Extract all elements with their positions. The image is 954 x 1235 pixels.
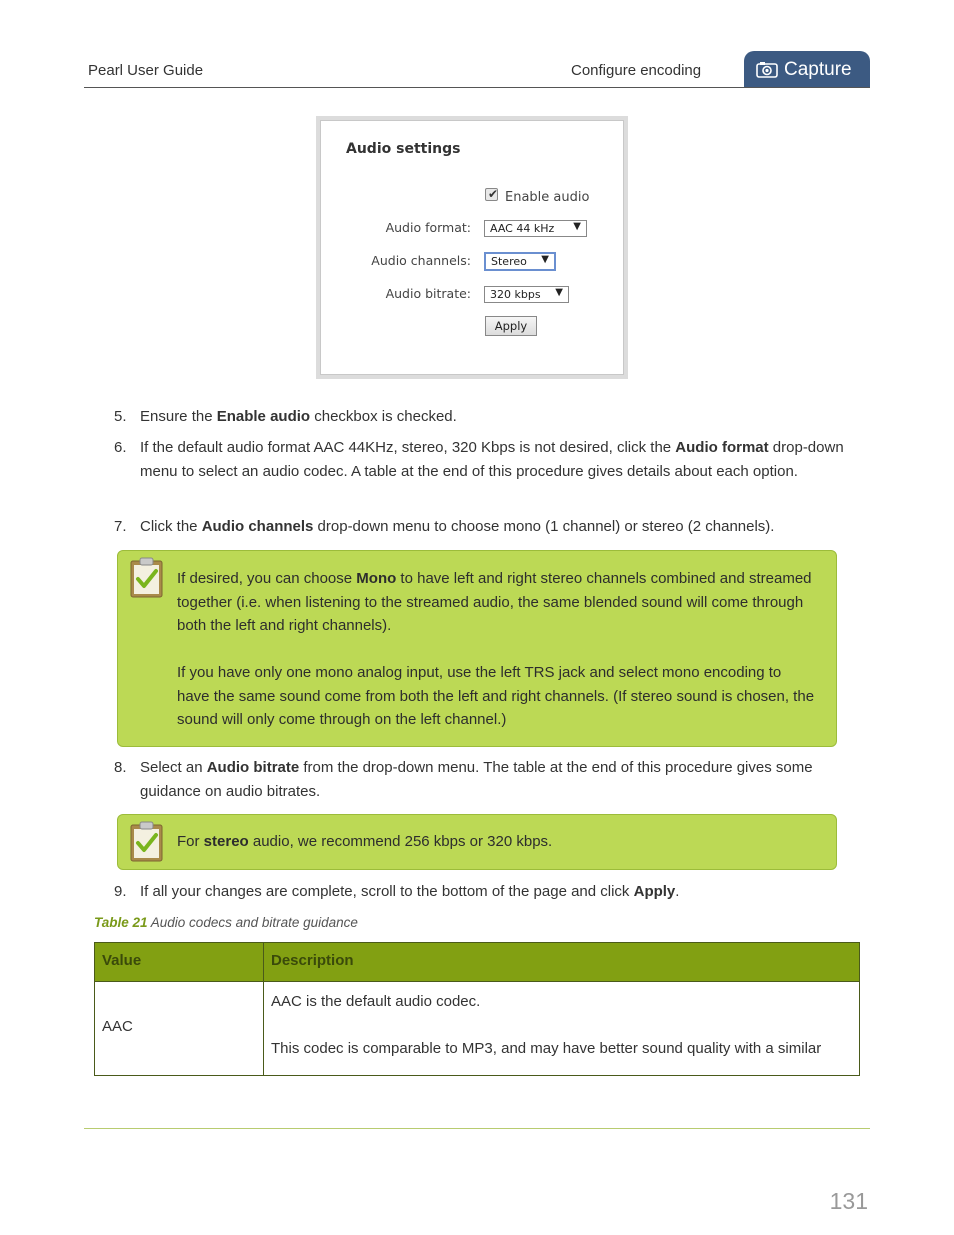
page-number: 131 [829, 1188, 868, 1214]
apply-button[interactable]: Apply [485, 316, 537, 336]
audio-channels-value: Stereo [491, 255, 527, 268]
table-cell-value: AAC [95, 982, 264, 1075]
footer-divider [84, 1128, 870, 1129]
section-title: Configure encoding [571, 62, 702, 79]
audio-format-label: Audio format: [385, 220, 471, 235]
guide-title: Pearl User Guide [88, 62, 204, 79]
audio-channels-select[interactable] [484, 252, 556, 271]
table-caption: Table 21 Audio codecs and bitrate guidance [94, 915, 358, 930]
table-header [95, 943, 859, 981]
step-text: Select an Audio bitrate from the drop-down menu. The table at the end of this procedure gives some guidance on audio bitrates. [140, 759, 813, 800]
audio-format-select[interactable] [484, 220, 587, 237]
step-number: 7. [114, 518, 127, 535]
clipboard-check-icon [129, 820, 164, 862]
dropdown-arrow-icon: ▼ [573, 221, 581, 232]
step-number: 9. [114, 883, 127, 900]
step-text: If the default audio format AAC 44KHz, stereo, 320 Kbps is not desired, click the Audio format drop-down menu to select an audio codec. A table at the end of this procedure gives details about each option. [140, 439, 844, 480]
note-stereo-text: For stereo audio, we recommend 256 kbps or 320 kbps. [177, 833, 553, 850]
capture-tab-label: Capture [784, 58, 852, 80]
step-number: 8. [114, 759, 127, 776]
capture-tab [744, 51, 870, 88]
codec-table [94, 942, 860, 1076]
dropdown-arrow-icon: ▼ [541, 254, 549, 265]
note-mono [117, 550, 837, 747]
header-divider [84, 87, 870, 88]
clipboard-check-icon [129, 556, 164, 598]
step-number: 5. [114, 408, 127, 425]
audio-bitrate-label: Audio bitrate: [385, 286, 471, 301]
step-text: Click the Audio channels drop-down menu to choose mono (1 channel) or stereo (2 channels). [140, 518, 775, 535]
step-text: Ensure the Enable audio checkbox is checked. [140, 408, 457, 425]
audio-channels-label: Audio channels: [371, 253, 471, 268]
column-header-description: Description [271, 952, 354, 969]
note-mono-para2: If you have only one mono analog input, use the left TRS jack and select mono encoding to have the same sound come from both the left and right channels. (If stereo sound is chosen, the sound will only come through on the left channel.) [177, 664, 815, 728]
table-cell-description: AAC is the default audio codec. This codec is comparable to MP3, and may have better sound quality with a similar [271, 993, 822, 1057]
audio-settings-title: Audio settings [346, 141, 461, 157]
step-text: If all your changes are complete, scroll to the bottom of the page and click Apply. [140, 883, 680, 900]
audio-bitrate-value: 320 kbps [490, 288, 541, 301]
note-stereo [117, 814, 837, 870]
checkmark-icon: ✔ [488, 187, 499, 201]
step-number: 6. [114, 439, 127, 456]
table-row [95, 981, 859, 1075]
note-mono-para1: If desired, you can choose Mono to have left and right stereo channels combined and streamed together (i.e. when listening to the streamed audio, the same blended sound will come through both the left and right channels). [177, 570, 812, 634]
camera-icon [756, 61, 778, 78]
audio-settings-screenshot [316, 116, 628, 379]
dropdown-arrow-icon: ▼ [555, 287, 563, 298]
audio-bitrate-select[interactable] [484, 286, 569, 303]
audio-format-value: AAC 44 kHz [490, 222, 555, 235]
enable-audio-label: Enable audio [505, 190, 590, 205]
enable-audio-checkbox[interactable] [485, 188, 498, 201]
column-header-value: Value [95, 943, 264, 981]
